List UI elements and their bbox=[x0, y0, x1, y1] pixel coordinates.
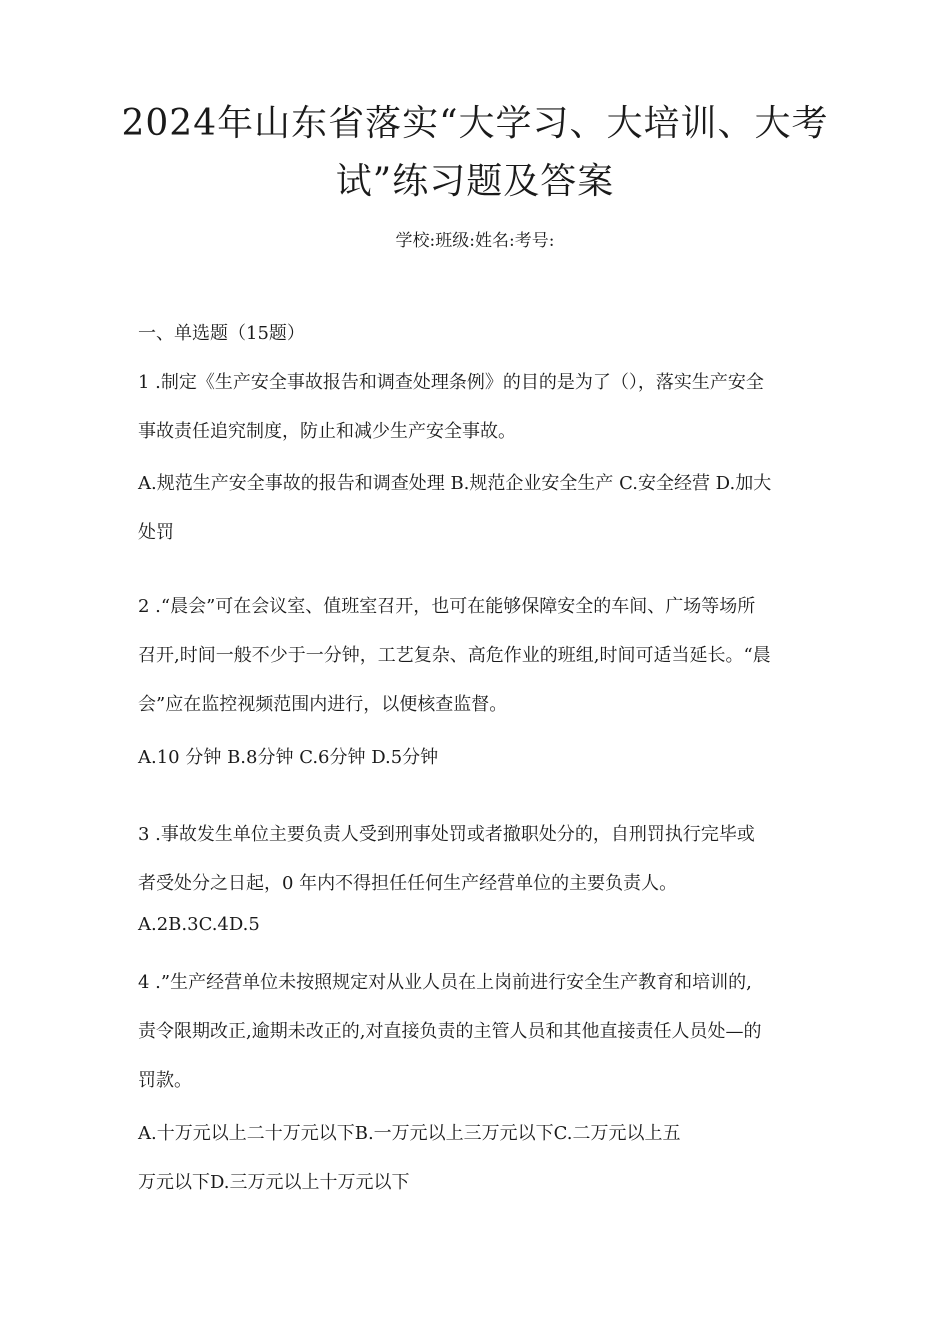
section-heading: 一、单选题（15题） bbox=[138, 323, 305, 344]
question-3-option-line: A.2B.3C.4D.5 bbox=[138, 914, 260, 935]
question-4-stem-line: 4 .”生产经营单位未按照规定对从业人员在上岗前进行安全生产教育和培训的, bbox=[138, 972, 752, 993]
question-1-option-line: A.规范生产安全事故的报告和调查处理 B.规范企业安全生产 C.安全经营 D.加大 bbox=[138, 473, 772, 494]
question-3-options bbox=[138, 900, 818, 949]
question-1-stem bbox=[138, 358, 818, 456]
student-info-line: 学校:班级:姓名:考号: bbox=[395, 231, 555, 251]
question-2-stem bbox=[138, 582, 818, 729]
question-2-stem-line: 会”应在监控视频范围内进行，以便核查监督。 bbox=[138, 694, 508, 715]
title-line-1: 2024年山东省落实“大学习、大培训、大考 bbox=[121, 103, 829, 144]
question-2-option-line: A.10 分钟 B.8分钟 C.6分钟 D.5分钟 bbox=[138, 747, 439, 768]
question-2-stem-line: 2 .“晨会”可在会议室、值班室召开，也可在能够保障安全的车间、广场等场所 bbox=[138, 596, 756, 617]
question-1-options bbox=[138, 459, 818, 557]
question-2-options bbox=[138, 733, 818, 782]
question-4-option-line: 万元以下D.三万元以上十万元以下 bbox=[138, 1172, 410, 1193]
question-4-stem-line: 罚款。 bbox=[138, 1070, 192, 1091]
question-4-stem bbox=[138, 958, 818, 1105]
question-1-option-line: 处罚 bbox=[138, 522, 174, 543]
question-4-option-line: A.十万元以上二十万元以下B.一万元以上三万元以下C.二万元以上五 bbox=[138, 1123, 681, 1144]
question-2-stem-line: 召开,时间一般不少于一分钟，工艺复杂、高危作业的班组,时间可适当延长。“晨 bbox=[138, 645, 771, 666]
document-title bbox=[110, 95, 840, 211]
title-line-2: 试”练习题及答案 bbox=[335, 161, 615, 202]
question-4-options bbox=[138, 1109, 818, 1207]
question-4-stem-line: 责令限期改正,逾期未改正的,对直接负责的主管人员和其他直接责任人员处—的 bbox=[138, 1021, 762, 1042]
question-3-stem-line: 3 .事故发生单位主要负责人受到刑事处罚或者撤职处分的，自刑罚执行完毕或 bbox=[138, 824, 755, 845]
question-3-stem-line: 者受处分之日起，0 年内不得担任任何生产经营单位的主要负责人。 bbox=[138, 873, 678, 894]
question-1-stem-line: 事故责任追究制度，防止和减少生产安全事故。 bbox=[138, 421, 516, 442]
question-3-stem bbox=[138, 810, 818, 908]
question-1-stem-line: 1 .制定《生产安全事故报告和调查处理条例》的目的是为了（），落实生产安全 bbox=[138, 372, 764, 393]
